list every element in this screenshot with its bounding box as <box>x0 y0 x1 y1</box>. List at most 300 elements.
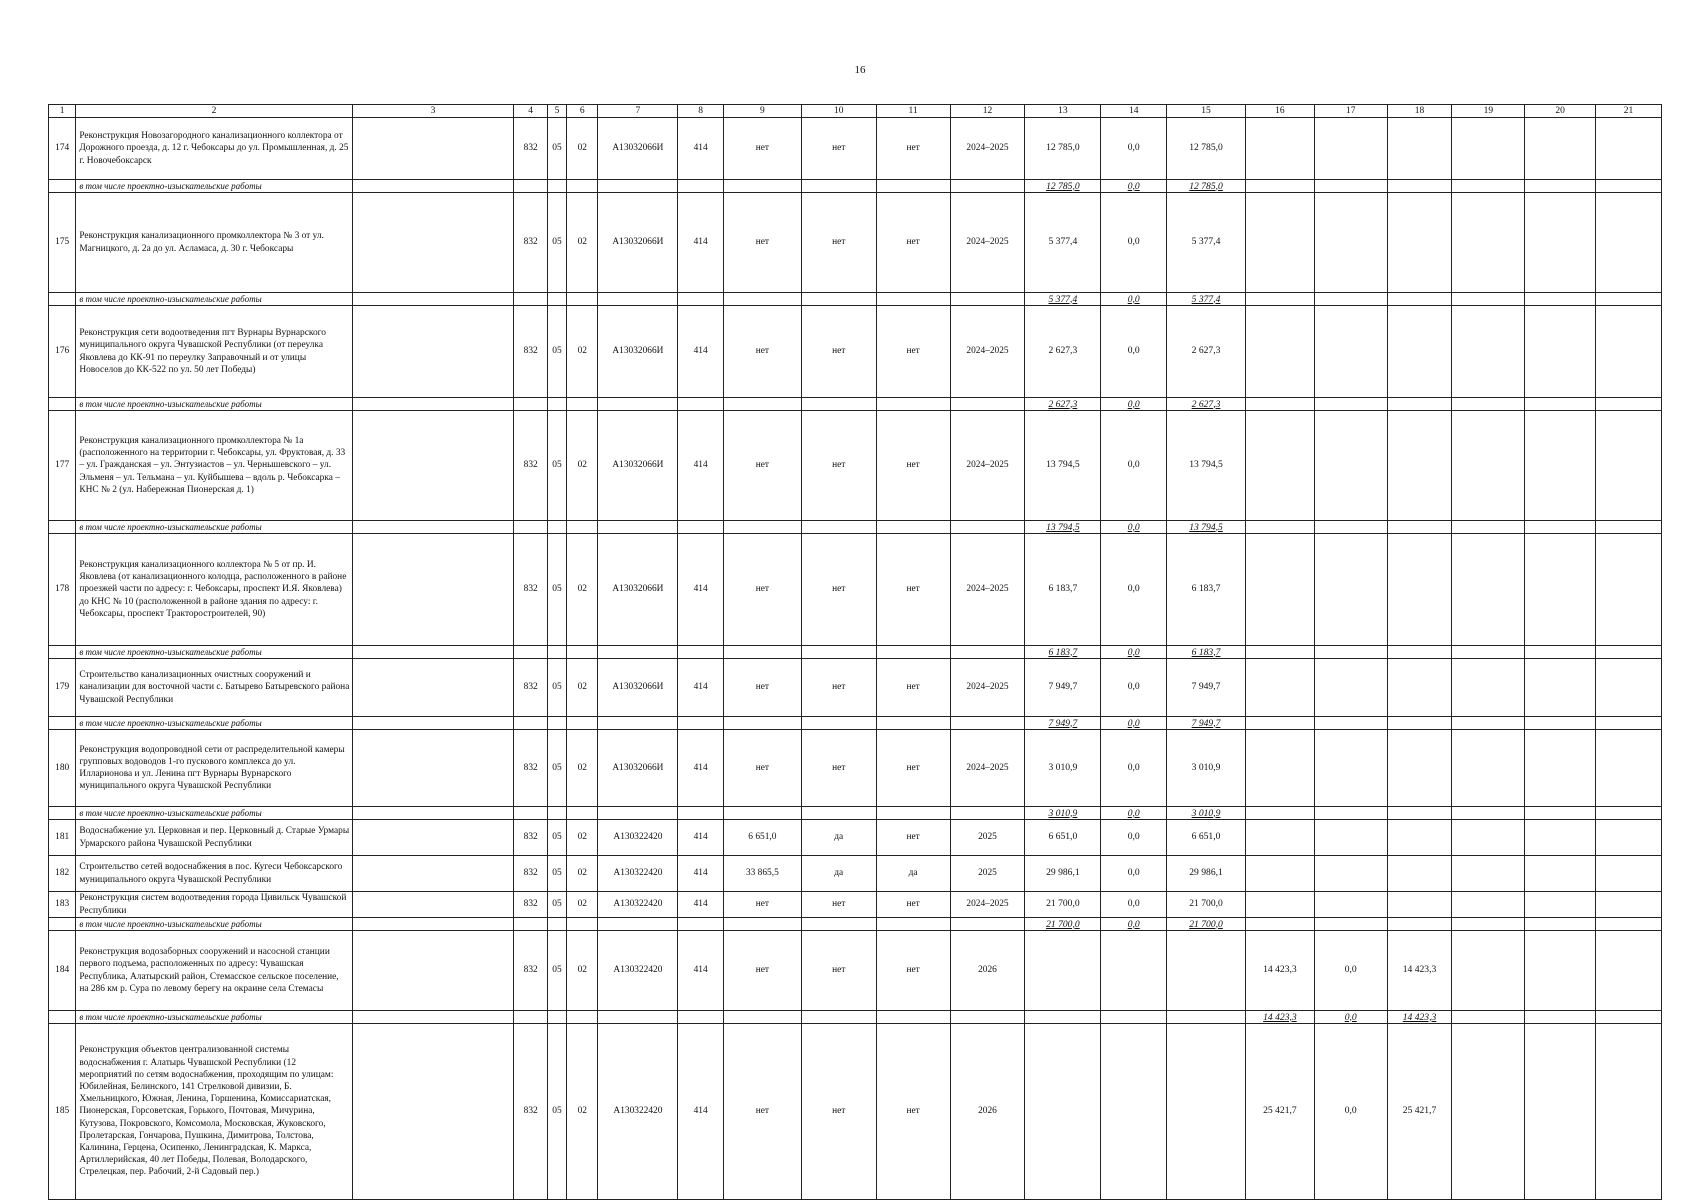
cell-c11: да <box>876 856 950 892</box>
cell-c11: нет <box>876 193 950 293</box>
empty-cell <box>1452 931 1525 1011</box>
empty-cell <box>1596 118 1662 180</box>
column-header-1: 1 <box>49 105 76 118</box>
amount-c14: 0,0 <box>1101 820 1167 856</box>
empty-cell <box>514 521 547 534</box>
cell-c12: 2024–2025 <box>950 534 1025 646</box>
amount-c16: 14 423,3 <box>1246 931 1315 1011</box>
empty-cell <box>950 521 1025 534</box>
empty-cell <box>49 717 76 730</box>
cell-c4: 832 <box>514 820 547 856</box>
cell-c9: нет <box>723 1024 801 1200</box>
subtotal-label: в том числе проектно-изыскательские работы <box>76 1011 352 1024</box>
empty-cell <box>547 717 566 730</box>
amount-c16 <box>1246 730 1315 807</box>
empty-cell <box>950 807 1025 820</box>
empty-cell <box>678 918 724 931</box>
amount-c16 <box>1246 118 1315 180</box>
cell-c9: нет <box>723 659 801 717</box>
cell-c12: 2024–2025 <box>950 659 1025 717</box>
object-name: Реконструкция водопроводной сети от распределительной камеры групповых водоводов 1-го пускового комплекса до ул. Илларионова и ул. Ленина пгт Вурнары Вурнарского муниципального округа Чувашской Республики <box>76 730 352 807</box>
column-header-3: 3 <box>352 105 514 118</box>
cell-c8: 414 <box>678 534 724 646</box>
cell-c6: 02 <box>567 1024 598 1200</box>
cell-c8: 414 <box>678 193 724 293</box>
amount-c13: 3 010,9 <box>1025 730 1101 807</box>
subtotal-c14: 0,0 <box>1101 807 1167 820</box>
cell-c7: А13032066И <box>598 534 678 646</box>
empty-cell <box>1525 398 1596 411</box>
amount-c18 <box>1387 659 1452 717</box>
cell-c11: нет <box>876 892 950 918</box>
subtotal-c16 <box>1246 717 1315 730</box>
subtotal-c17 <box>1314 521 1387 534</box>
empty-cell <box>352 193 514 293</box>
empty-cell <box>1452 118 1525 180</box>
table-row <box>49 193 1662 293</box>
empty-cell <box>801 398 876 411</box>
empty-cell <box>950 293 1025 306</box>
column-header-8: 8 <box>678 105 724 118</box>
amount-c15: 6 651,0 <box>1167 820 1246 856</box>
empty-cell <box>1596 1024 1662 1200</box>
row-number: 184 <box>49 931 76 1011</box>
cell-c4: 832 <box>514 411 547 521</box>
empty-cell <box>567 1011 598 1024</box>
subtotal-c16 <box>1246 398 1315 411</box>
subtotal-c13: 5 377,4 <box>1025 293 1101 306</box>
empty-cell <box>1452 1024 1525 1200</box>
object-name: Реконструкция сети водоотведения пгт Вурнары Вурнарского муниципального округа Чувашской Республики (от переулка Яковлева до КК-91 по переулку Заправочный и от улицы Новоселов до КК-522 по ул. 50 лет Победы) <box>76 306 352 398</box>
empty-cell <box>514 807 547 820</box>
empty-cell <box>1525 521 1596 534</box>
amount-c17 <box>1314 892 1387 918</box>
empty-cell <box>1452 193 1525 293</box>
column-header-2: 2 <box>76 105 352 118</box>
empty-cell <box>1452 180 1525 193</box>
empty-cell <box>1525 306 1596 398</box>
empty-cell <box>1525 193 1596 293</box>
cell-c4: 832 <box>514 193 547 293</box>
empty-cell <box>801 1011 876 1024</box>
subtotal-row <box>49 180 1662 193</box>
cell-c8: 414 <box>678 820 724 856</box>
empty-cell <box>352 398 514 411</box>
amount-c17 <box>1314 856 1387 892</box>
amount-c14: 0,0 <box>1101 118 1167 180</box>
object-name: Водоснабжение ул. Церковная и пер. Церковный д. Старые Урмары Урмарского района Чувашской Республики <box>76 820 352 856</box>
table-row <box>49 820 1662 856</box>
subtotal-c13: 2 627,3 <box>1025 398 1101 411</box>
empty-cell <box>547 1011 566 1024</box>
empty-cell <box>801 646 876 659</box>
empty-cell <box>352 807 514 820</box>
empty-cell <box>598 398 678 411</box>
subtotal-c16 <box>1246 646 1315 659</box>
subtotal-c17 <box>1314 293 1387 306</box>
empty-cell <box>678 807 724 820</box>
cell-c4: 832 <box>514 856 547 892</box>
row-number: 174 <box>49 118 76 180</box>
subtotal-c15 <box>1167 1011 1246 1024</box>
empty-cell <box>1452 856 1525 892</box>
amount-c16 <box>1246 193 1315 293</box>
empty-cell <box>567 521 598 534</box>
empty-cell <box>723 646 801 659</box>
amount-c14: 0,0 <box>1101 892 1167 918</box>
cell-c10: да <box>801 820 876 856</box>
empty-cell <box>352 306 514 398</box>
amount-c15: 6 183,7 <box>1167 534 1246 646</box>
cell-c11: нет <box>876 1024 950 1200</box>
subtotal-c13: 6 183,7 <box>1025 646 1101 659</box>
empty-cell <box>950 918 1025 931</box>
subtotal-c15: 13 794,5 <box>1167 521 1246 534</box>
page-number: 16 <box>854 64 866 76</box>
cell-c5: 05 <box>547 820 566 856</box>
cell-c7: А13032066И <box>598 193 678 293</box>
empty-cell <box>352 534 514 646</box>
empty-cell <box>352 411 514 521</box>
empty-cell <box>1452 659 1525 717</box>
amount-c13: 12 785,0 <box>1025 118 1101 180</box>
empty-cell <box>352 730 514 807</box>
cell-c6: 02 <box>567 856 598 892</box>
cell-c10: нет <box>801 411 876 521</box>
amount-c18: 14 423,3 <box>1387 931 1452 1011</box>
empty-cell <box>49 1011 76 1024</box>
object-name: Реконструкция водозаборных сооружений и насосной станции первого подъема, расположенных по адресу: Чувашская Республика, Алатырский район, Стемасское сельское поселение, на 286 км р. Сура по левому берегу на окраине села Стемасы <box>76 931 352 1011</box>
cell-c8: 414 <box>678 730 724 807</box>
empty-cell <box>567 398 598 411</box>
table-row <box>49 306 1662 398</box>
column-header-13: 13 <box>1025 105 1101 118</box>
table-row <box>49 892 1662 918</box>
amount-c18 <box>1387 411 1452 521</box>
cell-c7: А13032066И <box>598 730 678 807</box>
subtotal-c14: 0,0 <box>1101 521 1167 534</box>
amount-c15 <box>1167 931 1246 1011</box>
amount-c14: 0,0 <box>1101 306 1167 398</box>
empty-cell <box>1452 807 1525 820</box>
subtotal-row <box>49 918 1662 931</box>
amount-c16 <box>1246 856 1315 892</box>
subtotal-row <box>49 717 1662 730</box>
subtotal-row <box>49 293 1662 306</box>
empty-cell <box>1596 918 1662 931</box>
subtotal-c14: 0,0 <box>1101 293 1167 306</box>
empty-cell <box>352 1024 514 1200</box>
empty-cell <box>1596 820 1662 856</box>
cell-c4: 832 <box>514 659 547 717</box>
empty-cell <box>1596 534 1662 646</box>
table-row <box>49 1024 1662 1200</box>
empty-cell <box>352 820 514 856</box>
amount-c17 <box>1314 730 1387 807</box>
cell-c5: 05 <box>547 193 566 293</box>
cell-c4: 832 <box>514 534 547 646</box>
empty-cell <box>678 1011 724 1024</box>
cell-c8: 414 <box>678 856 724 892</box>
cell-c12: 2026 <box>950 1024 1025 1200</box>
empty-cell <box>1525 820 1596 856</box>
empty-cell <box>1452 293 1525 306</box>
cell-c5: 05 <box>547 659 566 717</box>
empty-cell <box>950 398 1025 411</box>
cell-c11: нет <box>876 118 950 180</box>
empty-cell <box>49 521 76 534</box>
empty-cell <box>1525 118 1596 180</box>
cell-c6: 02 <box>567 411 598 521</box>
subtotal-c16: 14 423,3 <box>1246 1011 1315 1024</box>
amount-c13: 13 794,5 <box>1025 411 1101 521</box>
empty-cell <box>1452 730 1525 807</box>
empty-cell <box>1596 411 1662 521</box>
empty-cell <box>678 180 724 193</box>
empty-cell <box>567 646 598 659</box>
empty-cell <box>1596 646 1662 659</box>
empty-cell <box>514 293 547 306</box>
column-header-9: 9 <box>723 105 801 118</box>
amount-c16 <box>1246 306 1315 398</box>
amount-c13: 6 651,0 <box>1025 820 1101 856</box>
empty-cell <box>950 646 1025 659</box>
empty-cell <box>723 807 801 820</box>
empty-cell <box>876 398 950 411</box>
empty-cell <box>514 180 547 193</box>
subtotal-c17 <box>1314 398 1387 411</box>
row-number: 176 <box>49 306 76 398</box>
cell-c7: А13032066И <box>598 306 678 398</box>
row-number: 182 <box>49 856 76 892</box>
subtotal-c18 <box>1387 646 1452 659</box>
empty-cell <box>1525 659 1596 717</box>
empty-cell <box>723 918 801 931</box>
subtotal-label: в том числе проектно-изыскательские работы <box>76 807 352 820</box>
cell-c10: нет <box>801 730 876 807</box>
amount-c15: 12 785,0 <box>1167 118 1246 180</box>
subtotal-c14: 0,0 <box>1101 918 1167 931</box>
empty-cell <box>49 398 76 411</box>
empty-cell <box>1525 1024 1596 1200</box>
subtotal-label: в том числе проектно-изыскательские работы <box>76 717 352 730</box>
cell-c6: 02 <box>567 193 598 293</box>
cell-c6: 02 <box>567 118 598 180</box>
empty-cell <box>49 807 76 820</box>
empty-cell <box>547 293 566 306</box>
empty-cell <box>801 293 876 306</box>
empty-cell <box>1525 730 1596 807</box>
subtotal-c18 <box>1387 293 1452 306</box>
amount-c16 <box>1246 534 1315 646</box>
cell-c9: нет <box>723 892 801 918</box>
table-row <box>49 118 1662 180</box>
empty-cell <box>1525 180 1596 193</box>
row-number: 183 <box>49 892 76 918</box>
cell-c6: 02 <box>567 730 598 807</box>
subtotal-row <box>49 398 1662 411</box>
empty-cell <box>723 1011 801 1024</box>
cell-c8: 414 <box>678 306 724 398</box>
empty-cell <box>1525 411 1596 521</box>
empty-cell <box>876 646 950 659</box>
amount-c17 <box>1314 411 1387 521</box>
empty-cell <box>876 807 950 820</box>
cell-c5: 05 <box>547 730 566 807</box>
cell-c9: нет <box>723 118 801 180</box>
amount-c18 <box>1387 820 1452 856</box>
table-row <box>49 659 1662 717</box>
cell-c7: А130322420 <box>598 892 678 918</box>
cell-c5: 05 <box>547 892 566 918</box>
row-number: 175 <box>49 193 76 293</box>
empty-cell <box>1525 534 1596 646</box>
cell-c10: нет <box>801 193 876 293</box>
amount-c16 <box>1246 892 1315 918</box>
subtotal-c15: 5 377,4 <box>1167 293 1246 306</box>
subtotal-c17 <box>1314 180 1387 193</box>
cell-c6: 02 <box>567 931 598 1011</box>
empty-cell <box>678 521 724 534</box>
subtotal-c14: 0,0 <box>1101 717 1167 730</box>
amount-c17: 0,0 <box>1314 931 1387 1011</box>
amount-c13: 5 377,4 <box>1025 193 1101 293</box>
empty-cell <box>514 398 547 411</box>
amount-c13 <box>1025 1024 1101 1200</box>
subtotal-c18 <box>1387 807 1452 820</box>
empty-cell <box>950 717 1025 730</box>
empty-cell <box>598 521 678 534</box>
amount-c14: 0,0 <box>1101 730 1167 807</box>
column-header-17: 17 <box>1314 105 1387 118</box>
cell-c9: нет <box>723 193 801 293</box>
subtotal-c14 <box>1101 1011 1167 1024</box>
empty-cell <box>598 293 678 306</box>
subtotal-label: в том числе проектно-изыскательские работы <box>76 293 352 306</box>
object-name: Реконструкция канализационного промколлектора № 3 от ул. Магницкого, д. 2а до ул. Асламаса, д. 30 г. Чебоксары <box>76 193 352 293</box>
column-header-15: 15 <box>1167 105 1246 118</box>
cell-c8: 414 <box>678 118 724 180</box>
empty-cell <box>1452 534 1525 646</box>
amount-c18 <box>1387 856 1452 892</box>
subtotal-c17 <box>1314 918 1387 931</box>
amount-c16 <box>1246 820 1315 856</box>
empty-cell <box>1596 717 1662 730</box>
cell-c12: 2026 <box>950 931 1025 1011</box>
amount-c18 <box>1387 892 1452 918</box>
cell-c10: нет <box>801 534 876 646</box>
empty-cell <box>801 717 876 730</box>
cell-c5: 05 <box>547 1024 566 1200</box>
empty-cell <box>49 646 76 659</box>
empty-cell <box>49 293 76 306</box>
empty-cell <box>1525 293 1596 306</box>
cell-c10: нет <box>801 118 876 180</box>
empty-cell <box>1596 306 1662 398</box>
object-name: Реконструкция канализационного промколлектора № 1а (расположенного на территории г. Чебоксары, ул. Фруктовая, д. 33 – ул. Гражданская – ул. Энтузиастов – ул. Чернышевского – ул. Эльменя – ул. Тельмана – ул. Куйбышева – вдоль р. Чебоксарка – КНС № 2 (ул. Набережная Пионерская д. 1) <box>76 411 352 521</box>
amount-c17: 0,0 <box>1314 1024 1387 1200</box>
cell-c9: нет <box>723 730 801 807</box>
subtotal-c17: 0,0 <box>1314 1011 1387 1024</box>
cell-c8: 414 <box>678 931 724 1011</box>
cell-c11: нет <box>876 534 950 646</box>
subtotal-label: в том числе проектно-изыскательские работы <box>76 398 352 411</box>
empty-cell <box>876 293 950 306</box>
cell-c7: А13032066И <box>598 659 678 717</box>
row-number: 180 <box>49 730 76 807</box>
empty-cell <box>678 293 724 306</box>
empty-cell <box>598 1011 678 1024</box>
empty-cell <box>514 646 547 659</box>
empty-cell <box>567 918 598 931</box>
subtotal-c18 <box>1387 398 1452 411</box>
column-header-11: 11 <box>876 105 950 118</box>
empty-cell <box>514 717 547 730</box>
cell-c10: да <box>801 856 876 892</box>
table-row <box>49 856 1662 892</box>
subtotal-c13: 7 949,7 <box>1025 717 1101 730</box>
empty-cell <box>1452 411 1525 521</box>
cell-c9: нет <box>723 306 801 398</box>
empty-cell <box>352 918 514 931</box>
cell-c6: 02 <box>567 534 598 646</box>
empty-cell <box>547 918 566 931</box>
empty-cell <box>723 717 801 730</box>
subtotal-c16 <box>1246 293 1315 306</box>
cell-c10: нет <box>801 306 876 398</box>
amount-c16 <box>1246 411 1315 521</box>
cell-c8: 414 <box>678 892 724 918</box>
subtotal-row <box>49 1011 1662 1024</box>
amount-c15 <box>1167 1024 1246 1200</box>
empty-cell <box>1596 398 1662 411</box>
empty-cell <box>567 293 598 306</box>
empty-cell <box>1452 1011 1525 1024</box>
cell-c8: 414 <box>678 659 724 717</box>
empty-cell <box>876 1011 950 1024</box>
cell-c9: 33 865,5 <box>723 856 801 892</box>
subtotal-c14: 0,0 <box>1101 180 1167 193</box>
amount-c15: 21 700,0 <box>1167 892 1246 918</box>
subtotal-c16 <box>1246 918 1315 931</box>
empty-cell <box>1452 892 1525 918</box>
subtotal-c18 <box>1387 180 1452 193</box>
cell-c5: 05 <box>547 931 566 1011</box>
cell-c12: 2024–2025 <box>950 730 1025 807</box>
subtotal-c16 <box>1246 180 1315 193</box>
empty-cell <box>1596 521 1662 534</box>
row-number: 181 <box>49 820 76 856</box>
subtotal-c13 <box>1025 1011 1101 1024</box>
object-name: Строительство сетей водоснабжения в пос. Кугеси Чебоксарского муниципального округа Чувашской Республики <box>76 856 352 892</box>
row-number: 177 <box>49 411 76 521</box>
column-header-16: 16 <box>1246 105 1315 118</box>
empty-cell <box>1596 193 1662 293</box>
amount-c17 <box>1314 659 1387 717</box>
amount-c13: 21 700,0 <box>1025 892 1101 918</box>
cell-c12: 2025 <box>950 856 1025 892</box>
cell-c12: 2024–2025 <box>950 411 1025 521</box>
amount-c18 <box>1387 193 1452 293</box>
empty-cell <box>547 180 566 193</box>
empty-cell <box>723 398 801 411</box>
amount-c15: 3 010,9 <box>1167 730 1246 807</box>
object-name: Реконструкция канализационного коллектора № 5 от пр. И. Яковлева (от канализационного колодца, расположенного в районе проезжей части по адресу: г. Чебоксары, проспект И.Я. Яковлева) до КНС № 10 (расположенной в районе здания по адресу: г. Чебоксары, проспект Тракторостроителей, 90) <box>76 534 352 646</box>
subtotal-label: в том числе проектно-изыскательские работы <box>76 646 352 659</box>
cell-c6: 02 <box>567 659 598 717</box>
subtotal-c15: 7 949,7 <box>1167 717 1246 730</box>
subtotal-label: в том числе проектно-изыскательские работы <box>76 180 352 193</box>
